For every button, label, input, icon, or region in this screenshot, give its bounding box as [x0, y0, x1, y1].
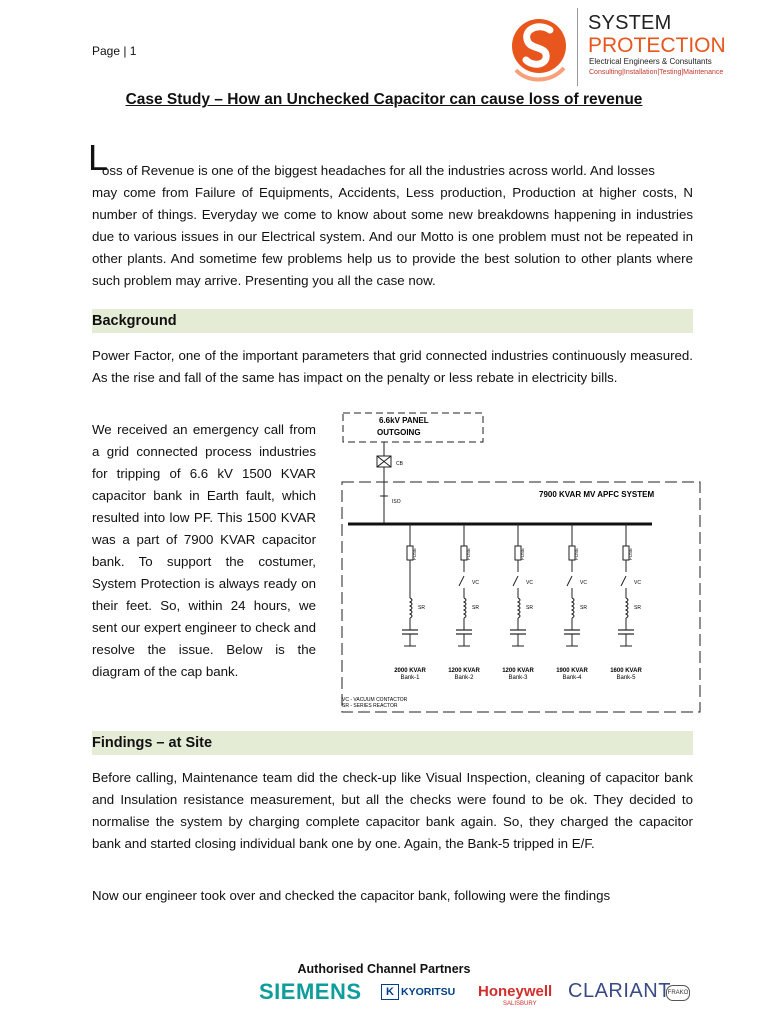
- vc-label: VC: [526, 580, 533, 586]
- section-heading-text: Background: [92, 313, 177, 329]
- logo-name-line1: SYSTEM: [588, 12, 672, 34]
- apfc-system-label: 7900 KVAR MV APFC SYSTEM: [539, 490, 655, 499]
- reactor-icon: [572, 598, 574, 618]
- sr-label: SR: [634, 605, 641, 611]
- findings-paragraph: Before calling, Maintenance team did the check-up like Visual Inspection, cleaning of capacitor bank and Insulation resistance measurement, but all the checks were found to be ok. They decided to normalise the system by charging complete capacitor bank again. So, they charged the capacitor bank and started closing individual bank one by one. Again, the Bank-5 tripped in E/F.: [92, 770, 693, 851]
- bank-branch: [502, 524, 534, 681]
- section-heading-text: Findings – at Site: [92, 735, 213, 751]
- salisbury-logo: SALISBURY: [503, 1001, 537, 1007]
- logo-tagline: Electrical Engineers & Consultants: [589, 57, 712, 66]
- fuse-label: FUSE: [412, 547, 417, 560]
- vc-switch-icon: [513, 576, 518, 586]
- bank-branch: [448, 524, 480, 681]
- legend-vc: VC - VACUUM CONTACTOR: [342, 697, 408, 703]
- section-heading-findings: [92, 731, 693, 755]
- sr-label: SR: [418, 605, 425, 611]
- fuse-label: FUSE: [628, 547, 633, 560]
- company-logo-mark-icon: [506, 8, 576, 92]
- background-paragraph: Power Factor, one of the important parameters that grid connected industries continuously measured. As the rise and fall of the same has impact on the penalty or less rebate in electricity bills.: [92, 348, 693, 385]
- bank-name-label: Bank-4: [562, 675, 582, 681]
- emergency-call-paragraph: We received an emergency call from a grid connected process industries for tripping of 6.6 kV 1500 KVAR capacitor bank in Earth fault, which resulted into low PF. This 1500 KVAR was a part of 7900 KVAR capacitor bank. To support the costumer, System Protection is always ready on their feet. So, within 24 hours, we sent our expert engineer to check and resolve the issue. Below is the diagram of the cap bank.: [92, 422, 316, 679]
- clariant-logo: CLARIANT: [568, 980, 671, 1002]
- vc-label: VC: [472, 580, 479, 586]
- vc-switch-icon: [567, 576, 572, 586]
- intro-body: may come from Failure of Equipments, Accidents, Less production, Production at higher costs, N number of things. Everyday we come to know about some new breakdowns happening in industries due to various issues in our Electrical system. And our Motto is one problem must not be repeated in other plants. And sometime few problems help us to provide the best solution to other plants where such problem may arrive. Presenting you all the case now.: [92, 185, 693, 288]
- partners-label: Authorised Channel Partners: [297, 962, 471, 976]
- vc-switch-icon: [459, 576, 464, 586]
- bank-name-label: Bank-2: [454, 675, 474, 681]
- fuse-label: FUSE: [520, 547, 525, 560]
- siemens-logo: SIEMENS: [259, 979, 362, 1004]
- frako-logo: FRAKO: [666, 985, 690, 1001]
- bank-name-label: Bank-5: [616, 675, 636, 681]
- sr-label: SR: [472, 605, 479, 611]
- bank-branch: [610, 524, 642, 681]
- cb-label: CB: [396, 461, 403, 467]
- vc-label: VC: [580, 580, 587, 586]
- reactor-icon: [410, 598, 412, 618]
- drop-cap: L: [88, 137, 109, 178]
- panel-label-line2: OUTGOING: [377, 428, 421, 437]
- intro-first-line: oss of Revenue is one of the biggest headaches for all the industries across world. And losses: [102, 163, 655, 178]
- reactor-icon: [518, 598, 520, 618]
- bank-kvar-label: 1200 KVAR: [448, 668, 480, 674]
- panel-label-line1: 6.6kV PANEL: [379, 416, 429, 425]
- vc-label: VC: [634, 580, 641, 586]
- document-title: Case Study – How an Unchecked Capacitor can cause loss of revenue: [125, 91, 643, 108]
- bank-branch: [556, 524, 588, 681]
- reactor-icon: [464, 598, 466, 618]
- bank-kvar-label: 1600 KVAR: [610, 668, 642, 674]
- kyoritsu-logo: [381, 984, 455, 1000]
- page-number: Page | 1: [92, 44, 137, 58]
- reactor-icon: [626, 598, 628, 618]
- intro-paragraph: [92, 160, 693, 292]
- bank-name-label: Bank-3: [508, 675, 528, 681]
- fuse-label: FUSE: [466, 547, 471, 560]
- iso-label: ISO: [392, 499, 401, 505]
- vc-switch-icon: [621, 576, 626, 586]
- kyoritsu-text: KYORITSU: [401, 985, 456, 998]
- fuse-label: FUSE: [574, 547, 579, 560]
- bank-branches: [394, 524, 642, 681]
- bank-kvar-label: 2000 KVAR: [394, 668, 426, 674]
- bank-kvar-label: 1200 KVAR: [502, 668, 534, 674]
- honeywell-logo: Honeywell: [478, 983, 553, 1000]
- section-heading-background: [92, 309, 693, 333]
- bank-kvar-label: 1900 KVAR: [556, 668, 588, 674]
- bank-branch: [394, 524, 426, 681]
- logo-services: Consulting|Installation|Testing|Maintenance: [589, 69, 724, 76]
- sr-label: SR: [526, 605, 533, 611]
- kyoritsu-mark-icon: K: [381, 984, 399, 1000]
- findings-intro-paragraph: Now our engineer took over and checked the capacitor bank, following were the findings: [92, 888, 611, 903]
- logo-name-line2: PROTECTION: [588, 34, 726, 57]
- legend-sr: SR - SERIES REACTOR: [342, 703, 398, 709]
- logo-divider: [577, 8, 578, 86]
- sr-label: SR: [580, 605, 587, 611]
- cap-bank-diagram: [334, 406, 704, 716]
- bank-name-label: Bank-1: [400, 675, 420, 681]
